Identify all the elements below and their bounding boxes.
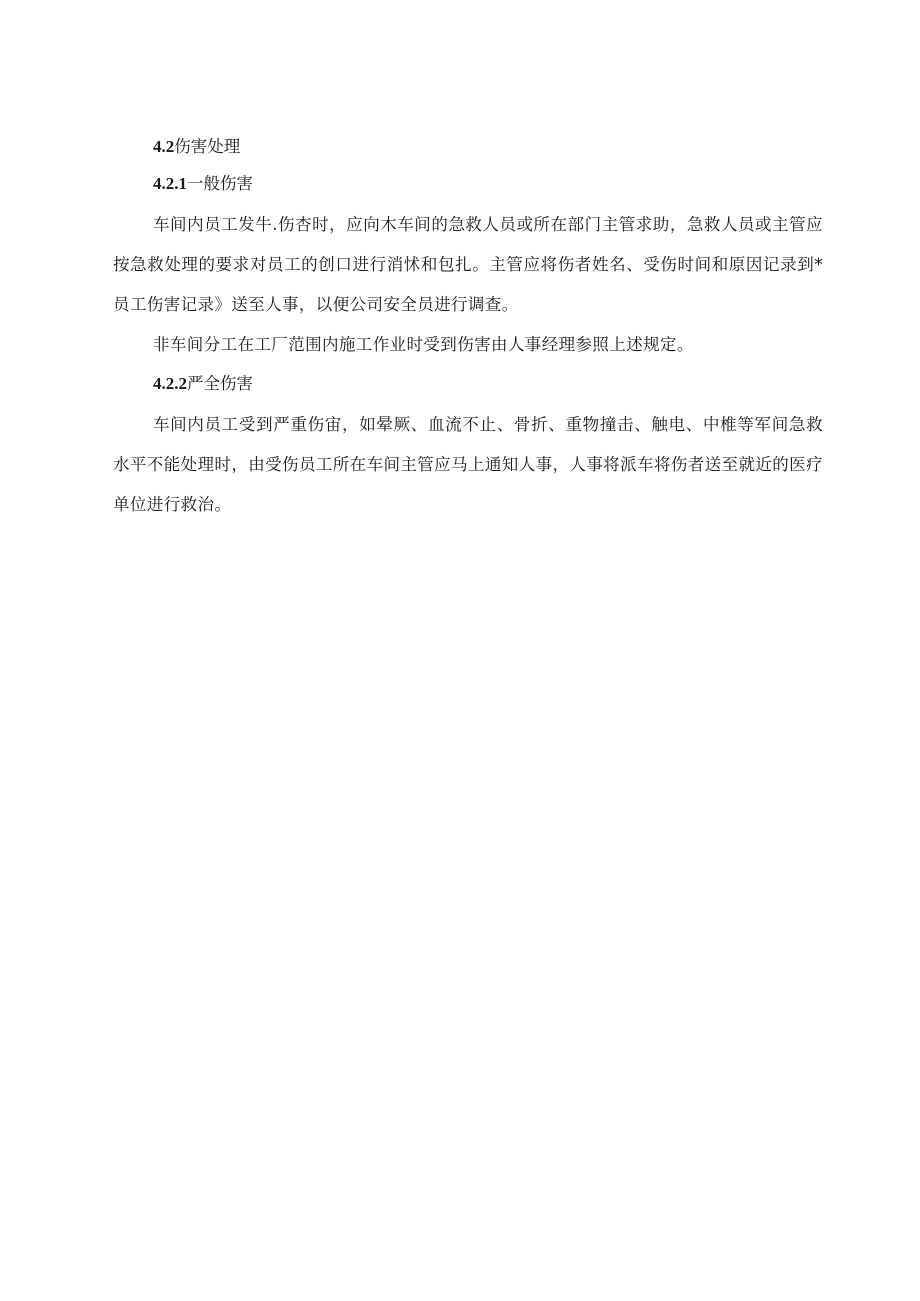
section-title: 一般伤害 (187, 174, 253, 193)
paragraph-non-workshop: 非车间分工在工厂范围内施工作业时受到伤害由人事经理参照上述规定。 (153, 335, 694, 354)
section-heading-4-2-2 (113, 365, 823, 402)
section-title: 伤害处理 (174, 137, 241, 156)
section-number: 4.2.1 (153, 174, 187, 193)
section-title: 严全伤害 (187, 374, 253, 393)
section-number: 4.2.2 (153, 374, 187, 393)
paragraph-serious-injury: 车间内员工受到严重伤宙，如晕厥、血流不止、骨折、重物撞击、触电、中椎等军间急救水平不能处理时，由受伤员工所在车间主管应马上通知人事，人事将派车将伤者送至就近的医疗单位进行救治。 (113, 415, 823, 514)
section-number: 4.2 (153, 137, 175, 156)
document-body (113, 128, 823, 525)
section-heading-4-2-1 (113, 165, 823, 202)
section-heading-4-2 (113, 128, 823, 165)
paragraph-general-injury: 车间内员工发牛.伤杏时，应向木车间的急救人员或所在部门主管求助，急救人员或主管应按急救处理的要求对员工的创口进行消怵和包扎。主管应将伤者姓名、受伤时间和原因记录到*员工伤害记录》送至人事，以便公司安全员进行调查。 (113, 215, 823, 314)
